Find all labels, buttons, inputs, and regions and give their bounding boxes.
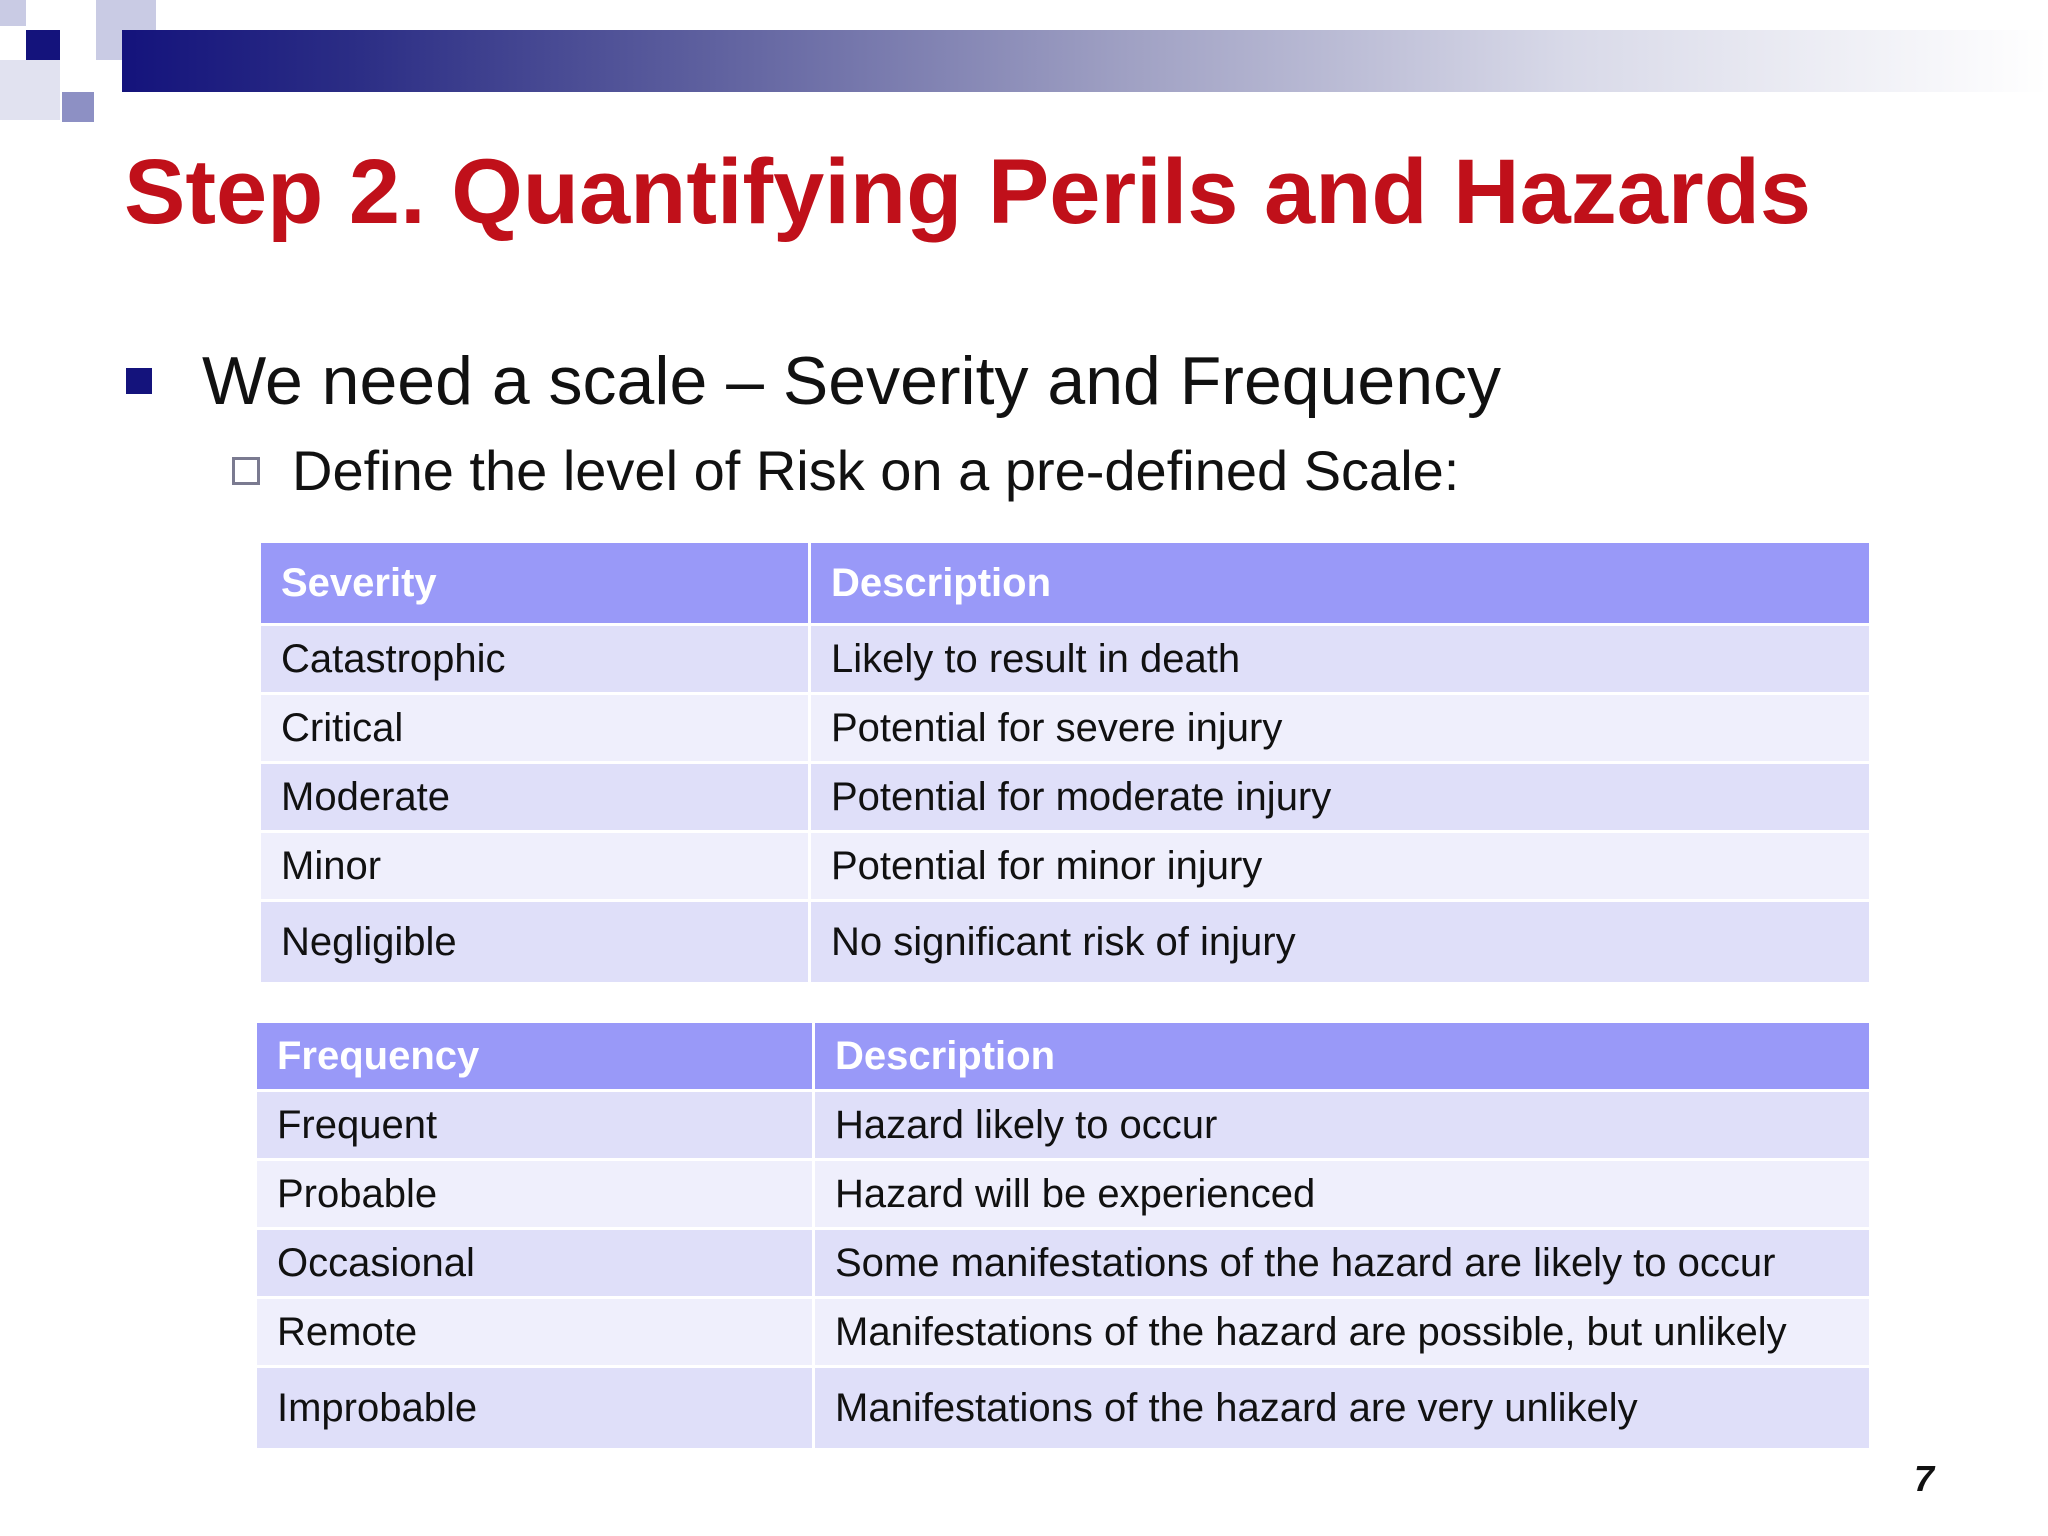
table-row <box>256 1229 1871 1298</box>
severity-table <box>258 540 1872 985</box>
frequency-table <box>254 1020 1872 1451</box>
table-row <box>256 1367 1871 1450</box>
frequency-cell: Probable <box>256 1160 814 1229</box>
column-header-description: Description <box>814 1022 1871 1091</box>
table-row <box>260 901 1871 984</box>
column-header-frequency: Frequency <box>256 1022 814 1091</box>
severity-cell: Minor <box>260 832 810 901</box>
table-row <box>256 1298 1871 1367</box>
table-header-row <box>260 542 1871 625</box>
bullet-item <box>126 342 1501 420</box>
decor-square <box>26 30 60 60</box>
description-cell: Potential for minor injury <box>810 832 1871 901</box>
table-row <box>256 1160 1871 1229</box>
severity-cell: Negligible <box>260 901 810 984</box>
frequency-cell: Remote <box>256 1298 814 1367</box>
table-header-row <box>256 1022 1871 1091</box>
table-row <box>260 694 1871 763</box>
description-cell: Some manifestations of the hazard are likely to occur <box>814 1229 1871 1298</box>
severity-cell: Catastrophic <box>260 625 810 694</box>
decor-square <box>62 92 94 122</box>
description-cell: Hazard will be experienced <box>814 1160 1871 1229</box>
severity-cell: Moderate <box>260 763 810 832</box>
severity-cell: Critical <box>260 694 810 763</box>
header-gradient-bar <box>122 30 2048 92</box>
frequency-cell: Improbable <box>256 1367 814 1450</box>
bullet-text: We need a scale – Severity and Frequency <box>202 343 1502 419</box>
column-header-description: Description <box>810 542 1871 625</box>
decor-square <box>62 62 94 90</box>
column-header-severity: Severity <box>260 542 810 625</box>
table-row <box>260 625 1871 694</box>
description-cell: Manifestations of the hazard are possible, but unlikely <box>814 1298 1871 1367</box>
sub-bullet-item <box>232 438 1459 503</box>
description-cell: Manifestations of the hazard are very unlikely <box>814 1367 1871 1450</box>
decor-square <box>0 60 60 120</box>
hollow-square-bullet-icon <box>232 457 260 485</box>
table-row <box>256 1091 1871 1160</box>
decor-square <box>0 0 26 26</box>
frequency-cell: Frequent <box>256 1091 814 1160</box>
frequency-cell: Occasional <box>256 1229 814 1298</box>
sub-bullet-text: Define the level of Risk on a pre-defined Scale: <box>292 439 1460 502</box>
description-cell: Likely to result in death <box>810 625 1871 694</box>
description-cell: Potential for moderate injury <box>810 763 1871 832</box>
slide-title: Step 2. Quantifying Perils and Hazards <box>124 141 1812 243</box>
table-row <box>260 763 1871 832</box>
table-row <box>260 832 1871 901</box>
page-number: 7 <box>1914 1458 1935 1499</box>
description-cell: No significant risk of injury <box>810 901 1871 984</box>
description-cell: Hazard likely to occur <box>814 1091 1871 1160</box>
description-cell: Potential for severe injury <box>810 694 1871 763</box>
square-bullet-icon <box>126 368 152 394</box>
